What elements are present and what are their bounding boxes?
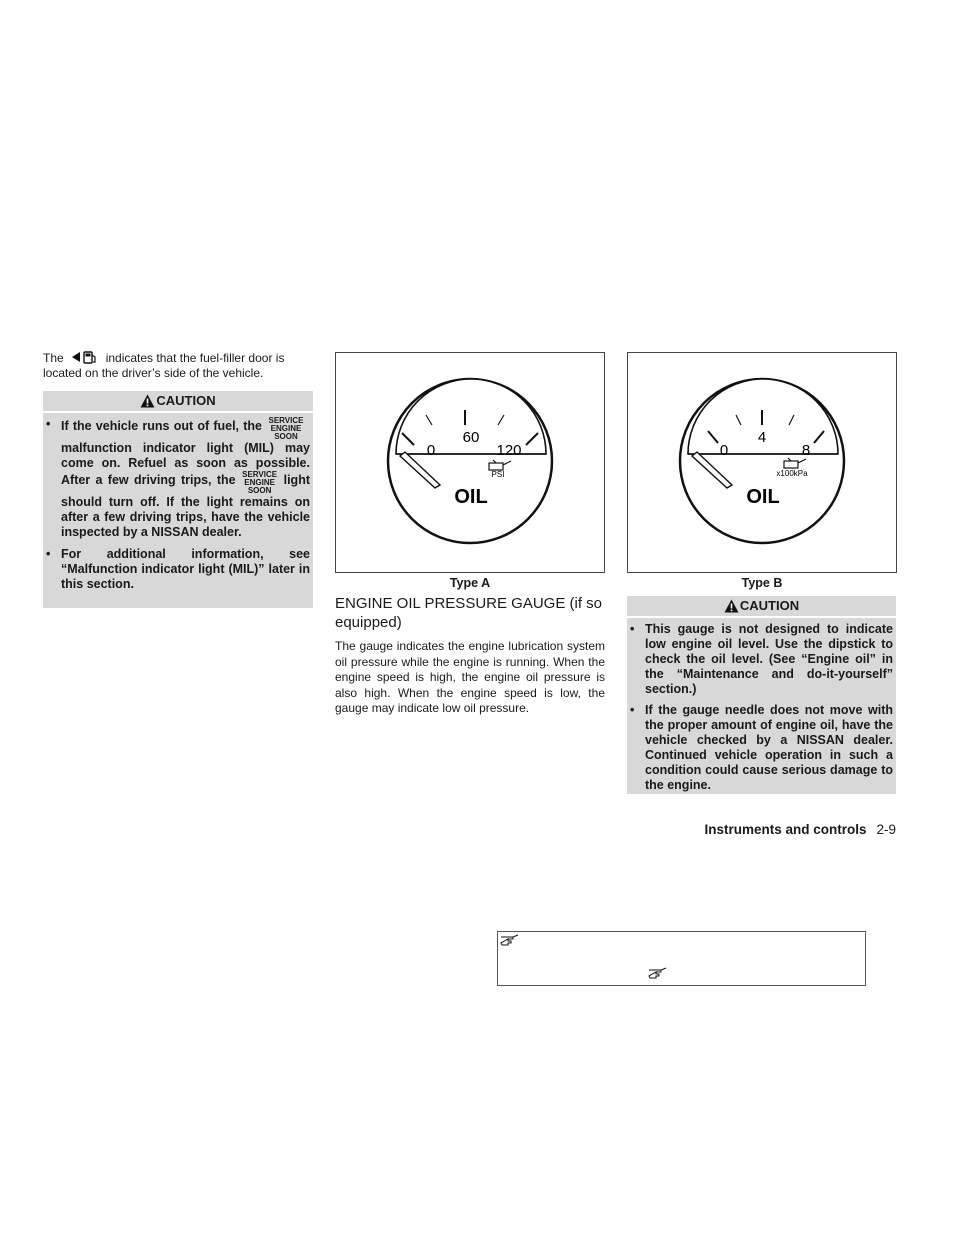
page-number: 2-9: [876, 822, 896, 837]
pointing-hand-icon: [648, 967, 668, 979]
warning-triangle-icon: [140, 394, 155, 408]
caution-heading: CAUTION: [627, 596, 896, 618]
tick-label-2: 8: [801, 442, 811, 459]
caution-heading: CAUTION: [43, 391, 313, 413]
intro-post: indicates that the fuel-filler door is located on the driver’s side of the vehicle.: [43, 351, 285, 380]
figure-caption-b: Type B: [741, 576, 783, 590]
pointing-hand-icon: [500, 934, 520, 946]
figure-caption-a: Type A: [449, 576, 491, 590]
gauge-figure-type-b: [627, 352, 897, 573]
caution-bullet-oil-level: • This gauge is not designed to indicate low engine oil level. Use the dipstick to check the oil level. (See “Engine oil” in the “Maintenance and do-it-yourself” section.): [627, 622, 893, 697]
section-body: The gauge indicates the engine lubrication system oil pressure while the engine is running. When the engine speed is high, the engine oil pressure is also high. When the engine speed is low, the gauge may indicate low oil pressure.: [335, 639, 605, 715]
note-box: [497, 931, 866, 986]
oil-gauge-a: [336, 353, 604, 572]
caution-bullet-needle: • If the gauge needle does not move with the proper amount of engine oil, have the vehicle checked by a NISSAN dealer. Continued vehicle operation in such a condition could cause serious damage to the engine.: [627, 703, 893, 793]
warning-triangle-icon: [724, 599, 739, 613]
caution-bullet-fuel: • If the vehicle runs out of fuel, the SERVICE ENGINE SOON malfunction indicator light (MIL) may come on. Refuel as soon as possible. After a few driving trips, the SERVICE ENGINE SOON light should turn off. If the light remains on after a few driving trips, have the vehicle inspected by a NISSAN dealer.: [43, 417, 310, 540]
gauge-unit: x100kPa: [776, 469, 808, 478]
caution-bullet-info: • For additional information, see “Malfunction indicator light (MIL)” later in this section.: [43, 547, 310, 592]
gauge-label: OIL: [454, 486, 488, 508]
gauge-figure-type-a: [335, 352, 605, 573]
tick-label-0: 0: [719, 442, 729, 459]
caution-box-left: [43, 391, 313, 608]
footer-section-name: Instruments and controls: [704, 822, 867, 837]
service-engine-soon-icon: SERVICE ENGINE SOON: [242, 470, 278, 495]
tick-label-0: 0: [426, 442, 436, 459]
gauge-label: OIL: [746, 486, 780, 508]
tick-label-1: 4: [757, 429, 767, 446]
tick-label-1: 60: [462, 429, 480, 446]
tick-label-2: 120: [496, 442, 522, 459]
oil-gauge-b: [628, 353, 896, 572]
intro-pre: The: [43, 351, 64, 365]
page-footer: [600, 822, 896, 837]
gauge-unit: PSI: [491, 470, 505, 479]
fuel-filler-door-icon: [70, 350, 100, 364]
service-engine-soon-icon: SERVICE ENGINE SOON: [268, 416, 304, 441]
fuel-door-intro: [43, 350, 313, 381]
section-title: ENGINE OIL PRESSURE GAUGE (if so equipped): [335, 595, 603, 631]
caution-box-right: [627, 596, 896, 794]
